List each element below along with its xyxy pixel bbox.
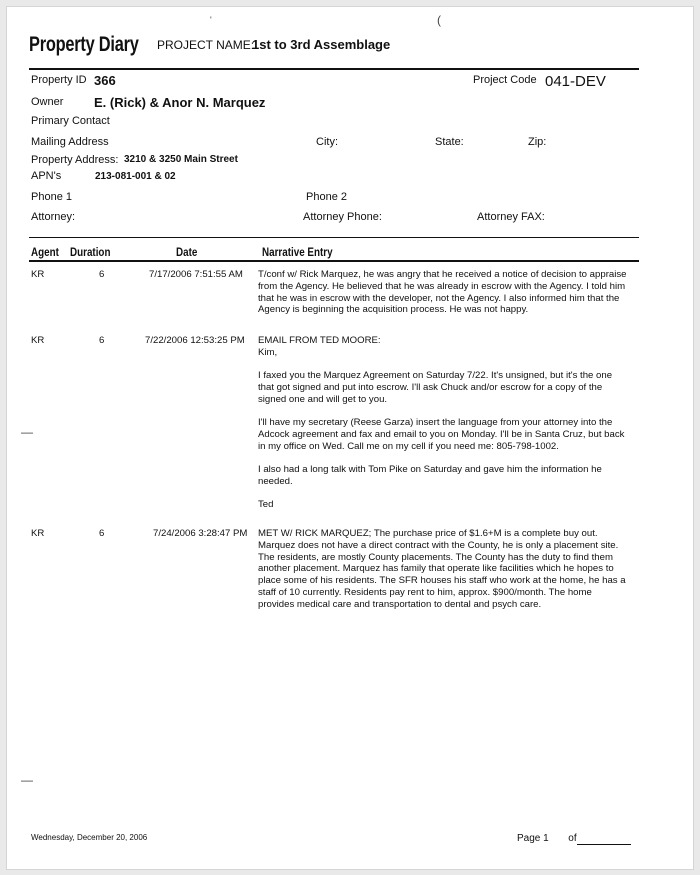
column-header-date: Date	[176, 245, 198, 259]
narrative-paragraph: MET W/ RICK MARQUEZ; The purchase price of $1.6+M is a complete buy out. Marquez does not have a direct contract with the County, he is only a placement site. The residents, are mostly County placements. The County has the duty to find them another placement. Marquez has family that operate like facilities which he hopes to place some of his residents. The SFR houses his staff who work at the home, he has a staff of 10 currently. Residents pay rent to him, approx. $900/month. The home provides medical care and transportation to dental and psych care.	[258, 528, 626, 610]
owner-label: Owner	[31, 96, 64, 108]
phone2-label: Phone 2	[306, 191, 347, 203]
column-header-duration: Duration	[70, 245, 111, 259]
narrative-paragraph: I'll have my secretary (Reese Garza) insert the language from your attorney into the Adcock agreement and fax and email to you on Monday. I'll be in Santa Cruz, but back in my office on Wed. Call me on my cell if you need me: 805-798-1002.	[258, 416, 625, 452]
scan-mark: —	[21, 773, 33, 787]
page-label: Page 1	[517, 833, 549, 844]
scan-mark: —	[21, 425, 33, 439]
entry-narrative	[258, 269, 630, 316]
header-divider	[29, 68, 639, 70]
mailing-address-label: Mailing Address	[31, 136, 109, 148]
entry-narrative	[258, 335, 630, 511]
primary-contact-label: Primary Contact	[31, 115, 110, 127]
document-page	[6, 6, 694, 870]
footer-date: Wednesday, December 20, 2006	[31, 833, 148, 842]
entry-duration: 6	[99, 269, 105, 280]
zip-label: Zip:	[528, 136, 547, 148]
owner-value: E. (Rick) & Anor N. Marquez	[94, 95, 266, 110]
page-total-line	[577, 844, 631, 845]
narrative-paragraph: I also had a long talk with Tom Pike on Saturday and gave him the information he needed.	[258, 463, 602, 487]
project-name-value: 1st to 3rd Assemblage	[252, 37, 391, 52]
narrative-paragraph: EMAIL FROM TED MOORE: Kim,	[258, 335, 381, 358]
property-id-value: 366	[94, 73, 116, 88]
column-header-agent: Agent	[31, 245, 59, 259]
attorney-fax-label: Attorney FAX:	[477, 211, 545, 223]
property-address-value: 3210 & 3250 Main Street	[124, 154, 238, 165]
entry-agent: KR	[31, 269, 45, 280]
scan-mark: (	[437, 13, 441, 27]
scan-mark: '	[210, 15, 212, 25]
entry-narrative	[258, 528, 630, 611]
city-label: City:	[316, 136, 338, 148]
attorney-label: Attorney:	[31, 211, 76, 223]
narrative-paragraph: Ted	[258, 498, 274, 510]
project-code-label: Project Code	[473, 74, 537, 86]
entry-duration: 6	[99, 335, 105, 346]
table-top-divider	[29, 237, 639, 238]
phone1-label: Phone 1	[31, 191, 72, 203]
property-address-label: Property Address:	[31, 154, 119, 166]
page-title: Property Diary	[29, 33, 139, 56]
table-header-divider	[29, 260, 639, 262]
narrative-paragraph: T/conf w/ Rick Marquez, he was angry that he received a notice of decision to appraise from the Agency. He believed that he was already in escrow with the Agency. I told him that he was in escrow with the developer, not the Agency. I also informed him that the Agency is beginning the acquisition process. He was not happy.	[258, 269, 627, 316]
entry-duration: 6	[99, 528, 105, 539]
state-label: State:	[435, 136, 464, 148]
project-code-value: 041-DEV	[545, 73, 606, 90]
footer-page-number	[517, 833, 577, 844]
entry-date: 7/17/2006 7:51:55 AM	[149, 269, 243, 280]
attorney-phone-label: Attorney Phone:	[303, 211, 382, 223]
entry-agent: KR	[31, 335, 45, 346]
column-header-narrative: Narrative Entry	[262, 245, 333, 259]
apn-label: APN's	[31, 170, 62, 182]
apn-value: 213-081-001 & 02	[95, 171, 176, 182]
of-label: of	[568, 833, 577, 844]
entry-date: 7/24/2006 3:28:47 PM	[153, 528, 248, 539]
entry-agent: KR	[31, 528, 45, 539]
narrative-paragraph: I faxed you the Marquez Agreement on Saturday 7/22. It's unsigned, but it's the one that got signed and put into escrow. I'll ask Chuck and/or escrow for a copy of the signed one and will get to you.	[258, 370, 613, 405]
entry-date: 7/22/2006 12:53:25 PM	[145, 335, 245, 346]
property-id-label: Property ID	[31, 74, 87, 86]
project-name-label: PROJECT NAME:	[157, 38, 255, 52]
